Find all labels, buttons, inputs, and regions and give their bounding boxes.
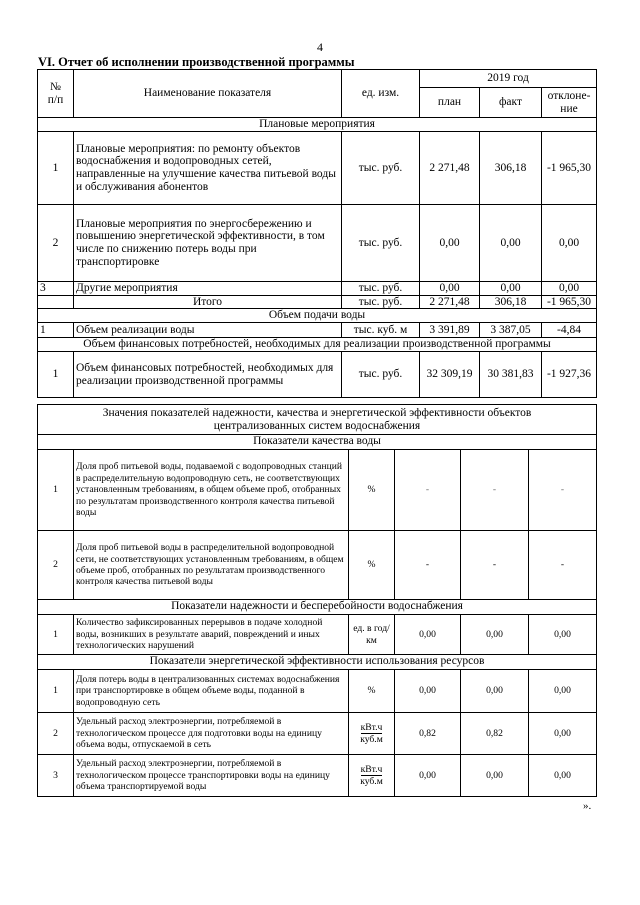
- row-name: Удельный расход электроэнергии, потребляемой в технологическом процессе транспортировки воды на единицу объема транспортируемой воды: [74, 755, 349, 797]
- row-deviation: 0,00: [529, 615, 597, 655]
- section-row: [38, 600, 597, 615]
- row-plan: -: [395, 531, 461, 600]
- row-deviation: -4,84: [542, 323, 597, 338]
- row-num: 2: [38, 713, 74, 755]
- row-unit: тыс. руб.: [342, 205, 420, 282]
- row-plan: 32 309,19: [420, 352, 480, 398]
- row-plan: 0,00: [395, 615, 461, 655]
- header-plan: план: [420, 88, 480, 118]
- section-row: [38, 405, 597, 435]
- row-unit-fraction: [349, 755, 395, 797]
- unit-denominator: куб.м: [360, 733, 383, 745]
- row-plan: 0,82: [395, 713, 461, 755]
- table-row: [38, 282, 597, 296]
- header-year: 2019 год: [420, 70, 597, 88]
- table-row: [38, 323, 597, 338]
- section-row: [38, 309, 597, 323]
- row-num: 1: [38, 450, 74, 531]
- row-unit: тыс. руб.: [342, 282, 420, 296]
- reliability-heading: Значения показателей надежности, качества и энергетической эффективности объектов централизованных систем водоснабжения: [38, 405, 597, 435]
- row-num: 3: [38, 282, 74, 296]
- section-title-supply: Объем подачи воды: [38, 309, 597, 323]
- row-name: Доля потерь воды в централизованных системах водоснабжения при транспортировке в общем объеме воды, поданной в водопроводную сеть: [74, 670, 349, 713]
- row-name: Удельный расход электроэнергии, потребляемой в технологическом процессе для подготовки воды на единицу объема воды, отпускаемой в сеть: [74, 713, 349, 755]
- row-fact: 0,82: [461, 713, 529, 755]
- header-name: Наименование показателя: [74, 70, 342, 118]
- row-deviation: -1 927,36: [542, 352, 597, 398]
- row-deviation: -: [529, 531, 597, 600]
- section-row: [38, 338, 597, 352]
- total-fact: 306,18: [480, 295, 542, 309]
- table-row: [38, 670, 597, 713]
- row-fact: 0,00: [461, 755, 529, 797]
- row-deviation: 0,00: [529, 755, 597, 797]
- section-heading: VI. Отчет об исполнении производственной программы: [38, 55, 355, 69]
- page-number: 4: [317, 40, 323, 54]
- row-num: 1: [38, 352, 74, 398]
- row-num: 1: [38, 670, 74, 713]
- section-title-reliability: Показатели надежности и бесперебойности водоснабжения: [38, 600, 597, 615]
- row-fact: -: [461, 531, 529, 600]
- total-plan: 2 271,48: [420, 295, 480, 309]
- table-row: [38, 755, 597, 797]
- row-plan: 0,00: [395, 755, 461, 797]
- table-row: [38, 205, 597, 282]
- header-num: № п/п: [38, 70, 74, 118]
- indicators-table: [37, 404, 597, 797]
- row-fact: 0,00: [461, 615, 529, 655]
- row-plan: 0,00: [395, 670, 461, 713]
- row-unit: %: [349, 450, 395, 531]
- unit-denominator: куб.м: [360, 775, 383, 787]
- section-title-planned: Плановые мероприятия: [38, 118, 597, 132]
- row-deviation: 0,00: [542, 282, 597, 296]
- row-unit: тыс. руб.: [342, 352, 420, 398]
- section-row: [38, 118, 597, 132]
- total-unit: тыс. руб.: [342, 295, 420, 309]
- row-name: Объем реализации воды: [74, 323, 342, 338]
- row-unit: %: [349, 531, 395, 600]
- row-unit: тыс. куб. м: [342, 323, 420, 338]
- row-name: Доля проб питьевой воды, подаваемой с водопроводных станций в распределительную водопроводную сеть, не соответствующих установленным требованиям, в общем объеме проб, отобранных по результатам производственного контроля качества питьевой воды: [74, 450, 349, 531]
- section-row: [38, 655, 597, 670]
- row-num: 1: [38, 615, 74, 655]
- row-plan: 3 391,89: [420, 323, 480, 338]
- table-row: [38, 615, 597, 655]
- row-num: 1: [38, 323, 74, 338]
- total-deviation: -1 965,30: [542, 295, 597, 309]
- row-num: 1: [38, 132, 74, 205]
- row-num: 3: [38, 755, 74, 797]
- total-label: Итого: [74, 295, 342, 309]
- table-header-row: [38, 70, 597, 88]
- row-deviation: 0,00: [529, 670, 597, 713]
- row-fact: 0,00: [461, 670, 529, 713]
- row-num: 2: [38, 531, 74, 600]
- total-empty-cell: [38, 295, 74, 309]
- program-report-table: [37, 69, 597, 398]
- row-unit-fraction: [349, 713, 395, 755]
- row-fact: 0,00: [480, 205, 542, 282]
- row-deviation: 0,00: [529, 713, 597, 755]
- row-num: 2: [38, 205, 74, 282]
- table-row: [38, 531, 597, 600]
- section-title-finance: Объем финансовых потребностей, необходимых для реализации производственной программы: [38, 338, 597, 352]
- section-title-quality: Показатели качества воды: [38, 435, 597, 450]
- row-fact: 0,00: [480, 282, 542, 296]
- row-deviation: -1 965,30: [542, 132, 597, 205]
- row-name: Количество зафиксированных перерывов в подаче холодной воды, возникших в результате аварий, повреждений и иных технологических нарушений: [74, 615, 349, 655]
- table-row: [38, 450, 597, 531]
- row-name: Объем финансовых потребностей, необходимых для реализации производственной программы: [74, 352, 342, 398]
- row-fact: -: [461, 450, 529, 531]
- row-plan: 0,00: [420, 205, 480, 282]
- section-row: [38, 435, 597, 450]
- row-plan: -: [395, 450, 461, 531]
- section-title-energy: Показатели энергетической эффективности использования ресурсов: [38, 655, 597, 670]
- header-deviation: отклоне- ние: [542, 88, 597, 118]
- row-fact: 306,18: [480, 132, 542, 205]
- row-unit: %: [349, 670, 395, 713]
- row-deviation: -: [529, 450, 597, 531]
- closing-quote-mark: ».: [583, 800, 592, 812]
- row-name: Доля проб питьевой воды в распределительной водопроводной сети, не соответствующих установленным требованиям, в общем объеме проб, отобранных по результатам производственного контроля качества питьевой воды: [74, 531, 349, 600]
- row-unit: ед. в год/ км: [349, 615, 395, 655]
- row-fact: 30 381,83: [480, 352, 542, 398]
- table-row: [38, 352, 597, 398]
- unit-numerator: кВт.ч: [360, 763, 383, 775]
- row-fact: 3 387,05: [480, 323, 542, 338]
- table-row: [38, 713, 597, 755]
- row-unit: тыс. руб.: [342, 132, 420, 205]
- row-name: Другие мероприятия: [74, 282, 342, 296]
- total-row: [38, 295, 597, 309]
- row-name: Плановые мероприятия по энергосбережению и повышению энергетической эффективности, в том числе по снижению потерь воды при транспортировке: [74, 205, 342, 282]
- header-fact: факт: [480, 88, 542, 118]
- row-plan: 2 271,48: [420, 132, 480, 205]
- header-unit: ед. изм.: [342, 70, 420, 118]
- unit-numerator: кВт.ч: [360, 721, 383, 733]
- table-row: [38, 132, 597, 205]
- row-deviation: 0,00: [542, 205, 597, 282]
- row-name: Плановые мероприятия: по ремонту объектов водоснабжения и водопроводных сетей, направленные на улучшение качества питьевой воды и обслуживания абонентов: [74, 132, 342, 205]
- row-plan: 0,00: [420, 282, 480, 296]
